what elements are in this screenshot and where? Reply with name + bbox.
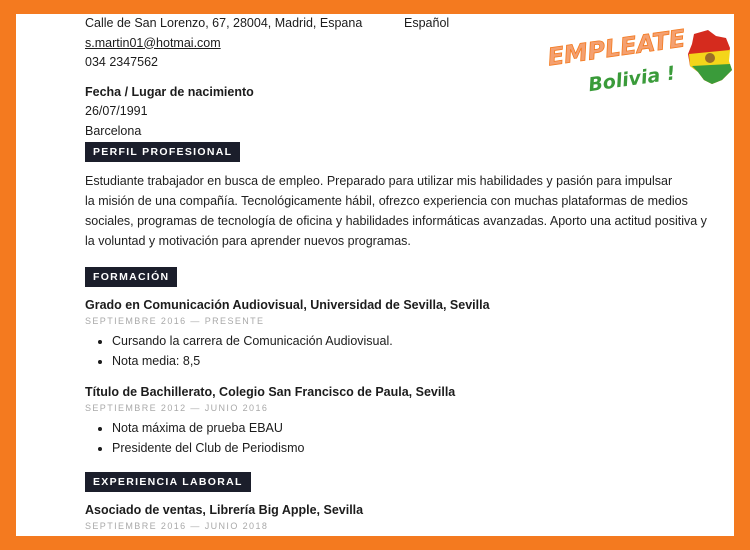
entry-date: SEPTIEMBRE 2016 — PRESENTE xyxy=(85,316,265,326)
address: Calle de San Lorenzo, 67, 28004, Madrid, Espana xyxy=(85,16,363,30)
list-item: • Cursando la carrera de Comunicación Audiovisual. xyxy=(112,332,685,352)
logo-line2: Bolivia ! xyxy=(586,62,677,97)
entry-title: Grado en Comunicación Audiovisual, Universidad de Sevilla, Sevilla xyxy=(85,298,490,312)
list-item: • Nota máxima de prueba EBAU xyxy=(112,419,685,439)
entry-date: SEPTIEMBRE 2012 — JUNIO 2016 xyxy=(85,403,269,413)
logo-line1: EMPLEATE xyxy=(546,24,688,72)
entry-date: SEPTIEMBRE 2016 — JUNIO 2018 xyxy=(85,521,269,531)
section-heading-profile: PERFIL PROFESIONAL xyxy=(85,142,240,162)
profile-text xyxy=(85,171,707,251)
list-item: • Presidente del Club de Periodismo xyxy=(112,439,685,459)
bullet-list xyxy=(85,419,685,458)
birth-label: Fecha / Lugar de nacimiento xyxy=(85,84,254,99)
experience-entry xyxy=(85,501,685,533)
education-entry xyxy=(85,296,685,371)
list-item: • Nota media: 8,5 xyxy=(112,352,685,372)
language: Español xyxy=(404,16,450,30)
section-heading-experience: EXPERIENCIA LABORAL xyxy=(85,472,251,492)
education-entry xyxy=(85,383,685,458)
email-link[interactable]: s.martin01@hotmai.com xyxy=(85,35,221,50)
birth-place: Barcelona xyxy=(85,123,142,138)
empleate-bolivia-logo xyxy=(546,24,734,99)
phone: 034 2347562 xyxy=(85,55,158,69)
profile-line: sociales, programas de tecnología de oficina y habilidades informáticas avanzadas. Aporto una actitud positiva y xyxy=(85,214,707,228)
profile-line: Estudiante trabajador en busca de empleo. Preparado para utilizar mis habilidades y pasión para impulsar xyxy=(85,174,673,188)
bullet-list xyxy=(85,332,685,371)
entry-title: Título de Bachillerato, Colegio San Francisco de Paula, Sevilla xyxy=(85,385,456,399)
entry-title: Asociado de ventas, Librería Big Apple, Sevilla xyxy=(85,503,364,517)
bolivia-map-icon xyxy=(688,30,732,84)
section-heading-education: FORMACIÓN xyxy=(85,267,177,287)
profile-line: la misión de una compañía. Tecnológicamente hábil, ofrezco experiencia con muchas plataformas de medios xyxy=(85,194,688,208)
birth-date: 26/07/1991 xyxy=(85,104,148,118)
profile-line: la voluntad y motivación para aprender nuevos programas. xyxy=(85,234,411,248)
resume-page xyxy=(16,14,734,536)
